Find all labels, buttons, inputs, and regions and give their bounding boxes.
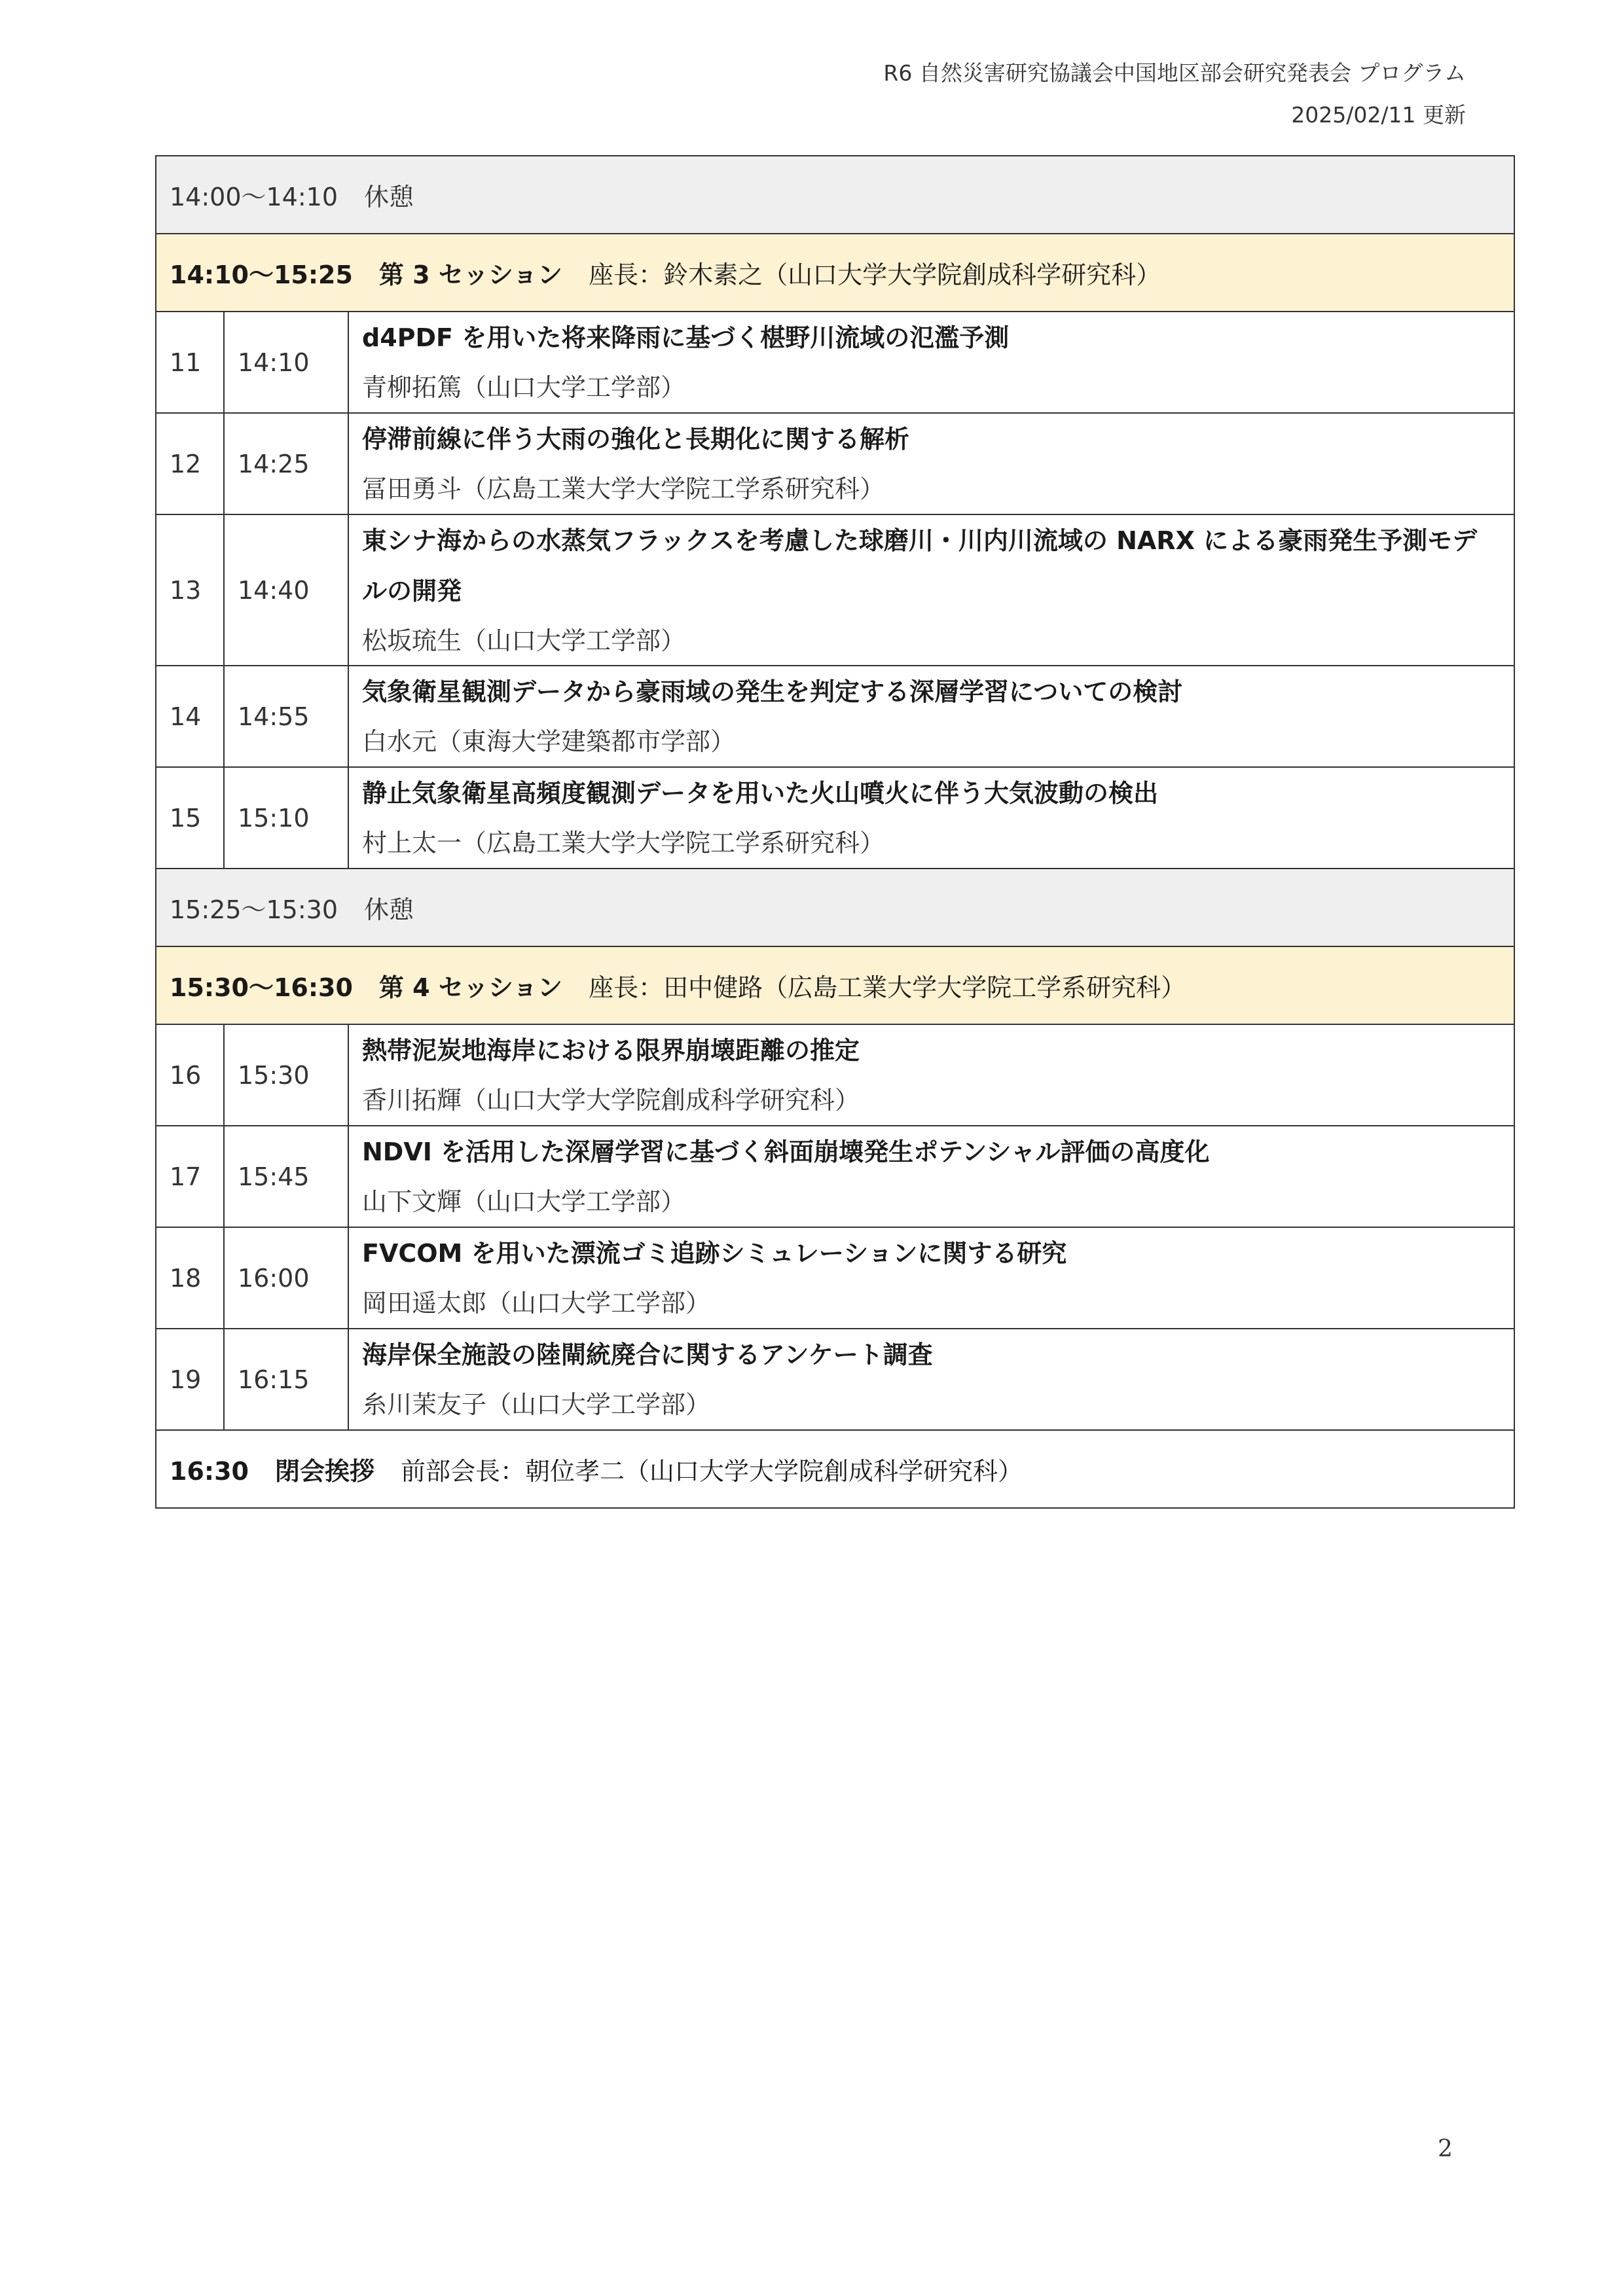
break-time: 15:25〜15:30 [170, 895, 338, 924]
session-header-row [156, 234, 1514, 312]
session-name: 第 4 セッション [378, 973, 563, 1002]
presentation-number: 14 [156, 666, 224, 767]
break-label: 休憩 [364, 183, 414, 211]
presentation-number: 17 [156, 1126, 224, 1227]
presentation-author: 香川拓輝（山口大学大学院創成科学研究科） [362, 1086, 860, 1115]
presentation-row [156, 312, 1514, 413]
presentation-number: 11 [156, 312, 224, 413]
closing-row [156, 1430, 1514, 1508]
presentation-title: NDVI を活用した深層学習に基づく斜面崩壊発生ポテンシャル評価の高度化 [362, 1138, 1210, 1166]
presentation-author: 冨田勇斗（広島工業大学大学院工学系研究科） [362, 475, 885, 503]
presentation-title: 熱帯泥炭地海岸における限界崩壊距離の推定 [362, 1036, 860, 1065]
closing-time: 16:30 [170, 1457, 249, 1486]
presentation-row [156, 767, 1514, 869]
presentation-time: 14:55 [224, 666, 348, 767]
presentation-time: 14:40 [224, 514, 348, 666]
presentation-title: d4PDF を用いた将来降雨に基づく椹野川流域の氾濫予測 [362, 323, 1010, 352]
session-chair: 座長：田中健路（広島工業大学大学院工学系研究科） [589, 973, 1186, 1002]
closing-speaker: 前部会長：朝位孝二（山口大学大学院創成科学研究科） [400, 1457, 1023, 1486]
presentation-title: FVCOM を用いた漂流ゴミ追跡シミュレーションに関する研究 [362, 1239, 1067, 1268]
presentation-number: 13 [156, 514, 224, 666]
presentation-row [156, 666, 1514, 767]
presentation-row [156, 514, 1514, 666]
update-date: 2025/02/11 更新 [1291, 102, 1466, 128]
presentation-row [156, 1126, 1514, 1227]
session-time: 14:10〜15:25 [170, 260, 353, 289]
session-header-row [156, 946, 1514, 1024]
presentation-author: 青柳拓篤（山口大学工学部） [362, 373, 686, 402]
presentation-row [156, 1329, 1514, 1430]
presentation-author: 松坂琉生（山口大学工学部） [362, 626, 686, 655]
closing-label: 閉会挨拶 [274, 1457, 374, 1486]
presentation-title: 静止気象衛星高頻度観測データを用いた火山噴火に伴う大気波動の検出 [362, 779, 1159, 808]
presentation-time: 14:10 [224, 312, 348, 413]
break-row [156, 156, 1514, 234]
presentation-title: 停滞前線に伴う大雨の強化と長期化に関する解析 [362, 425, 910, 454]
presentation-title: 海岸保全施設の陸閘統廃合に関するアンケート調査 [362, 1340, 933, 1369]
presentation-time: 16:00 [224, 1227, 348, 1329]
presentation-time: 15:30 [224, 1024, 348, 1126]
presentation-number: 12 [156, 413, 224, 514]
presentation-title: 東シナ海からの水蒸気フラックスを考慮した球磨川・川内川流域の NARX による豪雨発生予測モデルの開発 [362, 526, 1478, 605]
presentation-time: 16:15 [224, 1329, 348, 1430]
presentation-row [156, 413, 1514, 514]
presentation-author: 白水元（東海大学建築都市学部） [362, 727, 736, 756]
presentation-author: 糸川茉友子（山口大学工学部） [362, 1390, 711, 1419]
presentation-number: 16 [156, 1024, 224, 1126]
session-time: 15:30〜16:30 [170, 973, 353, 1002]
presentation-time: 14:25 [224, 413, 348, 514]
presentation-time: 15:10 [224, 767, 348, 869]
session-chair: 座長：鈴木素之（山口大学大学院創成科学研究科） [589, 260, 1161, 289]
presentation-title: 気象衛星観測データから豪雨域の発生を判定する深層学習についての検討 [362, 677, 1183, 706]
program-table [155, 155, 1515, 1509]
presentation-author: 村上太一（広島工業大学大学院工学系研究科） [362, 829, 885, 857]
page-number: 2 [1438, 2136, 1453, 2162]
presentation-time: 15:45 [224, 1126, 348, 1227]
session-name: 第 3 セッション [378, 260, 563, 289]
document-header-title: R6 自然災害研究協議会中国地区部会研究発表会 プログラム [883, 60, 1466, 86]
presentation-author: 岡田遥太郎（山口大学工学部） [362, 1289, 711, 1318]
presentation-number: 19 [156, 1329, 224, 1430]
break-time: 14:00〜14:10 [170, 183, 338, 211]
break-row [156, 869, 1514, 946]
presentation-row [156, 1227, 1514, 1329]
presentation-number: 18 [156, 1227, 224, 1329]
presentation-author: 山下文輝（山口大学工学部） [362, 1187, 686, 1216]
break-label: 休憩 [364, 895, 414, 924]
presentation-row [156, 1024, 1514, 1126]
presentation-number: 15 [156, 767, 224, 869]
